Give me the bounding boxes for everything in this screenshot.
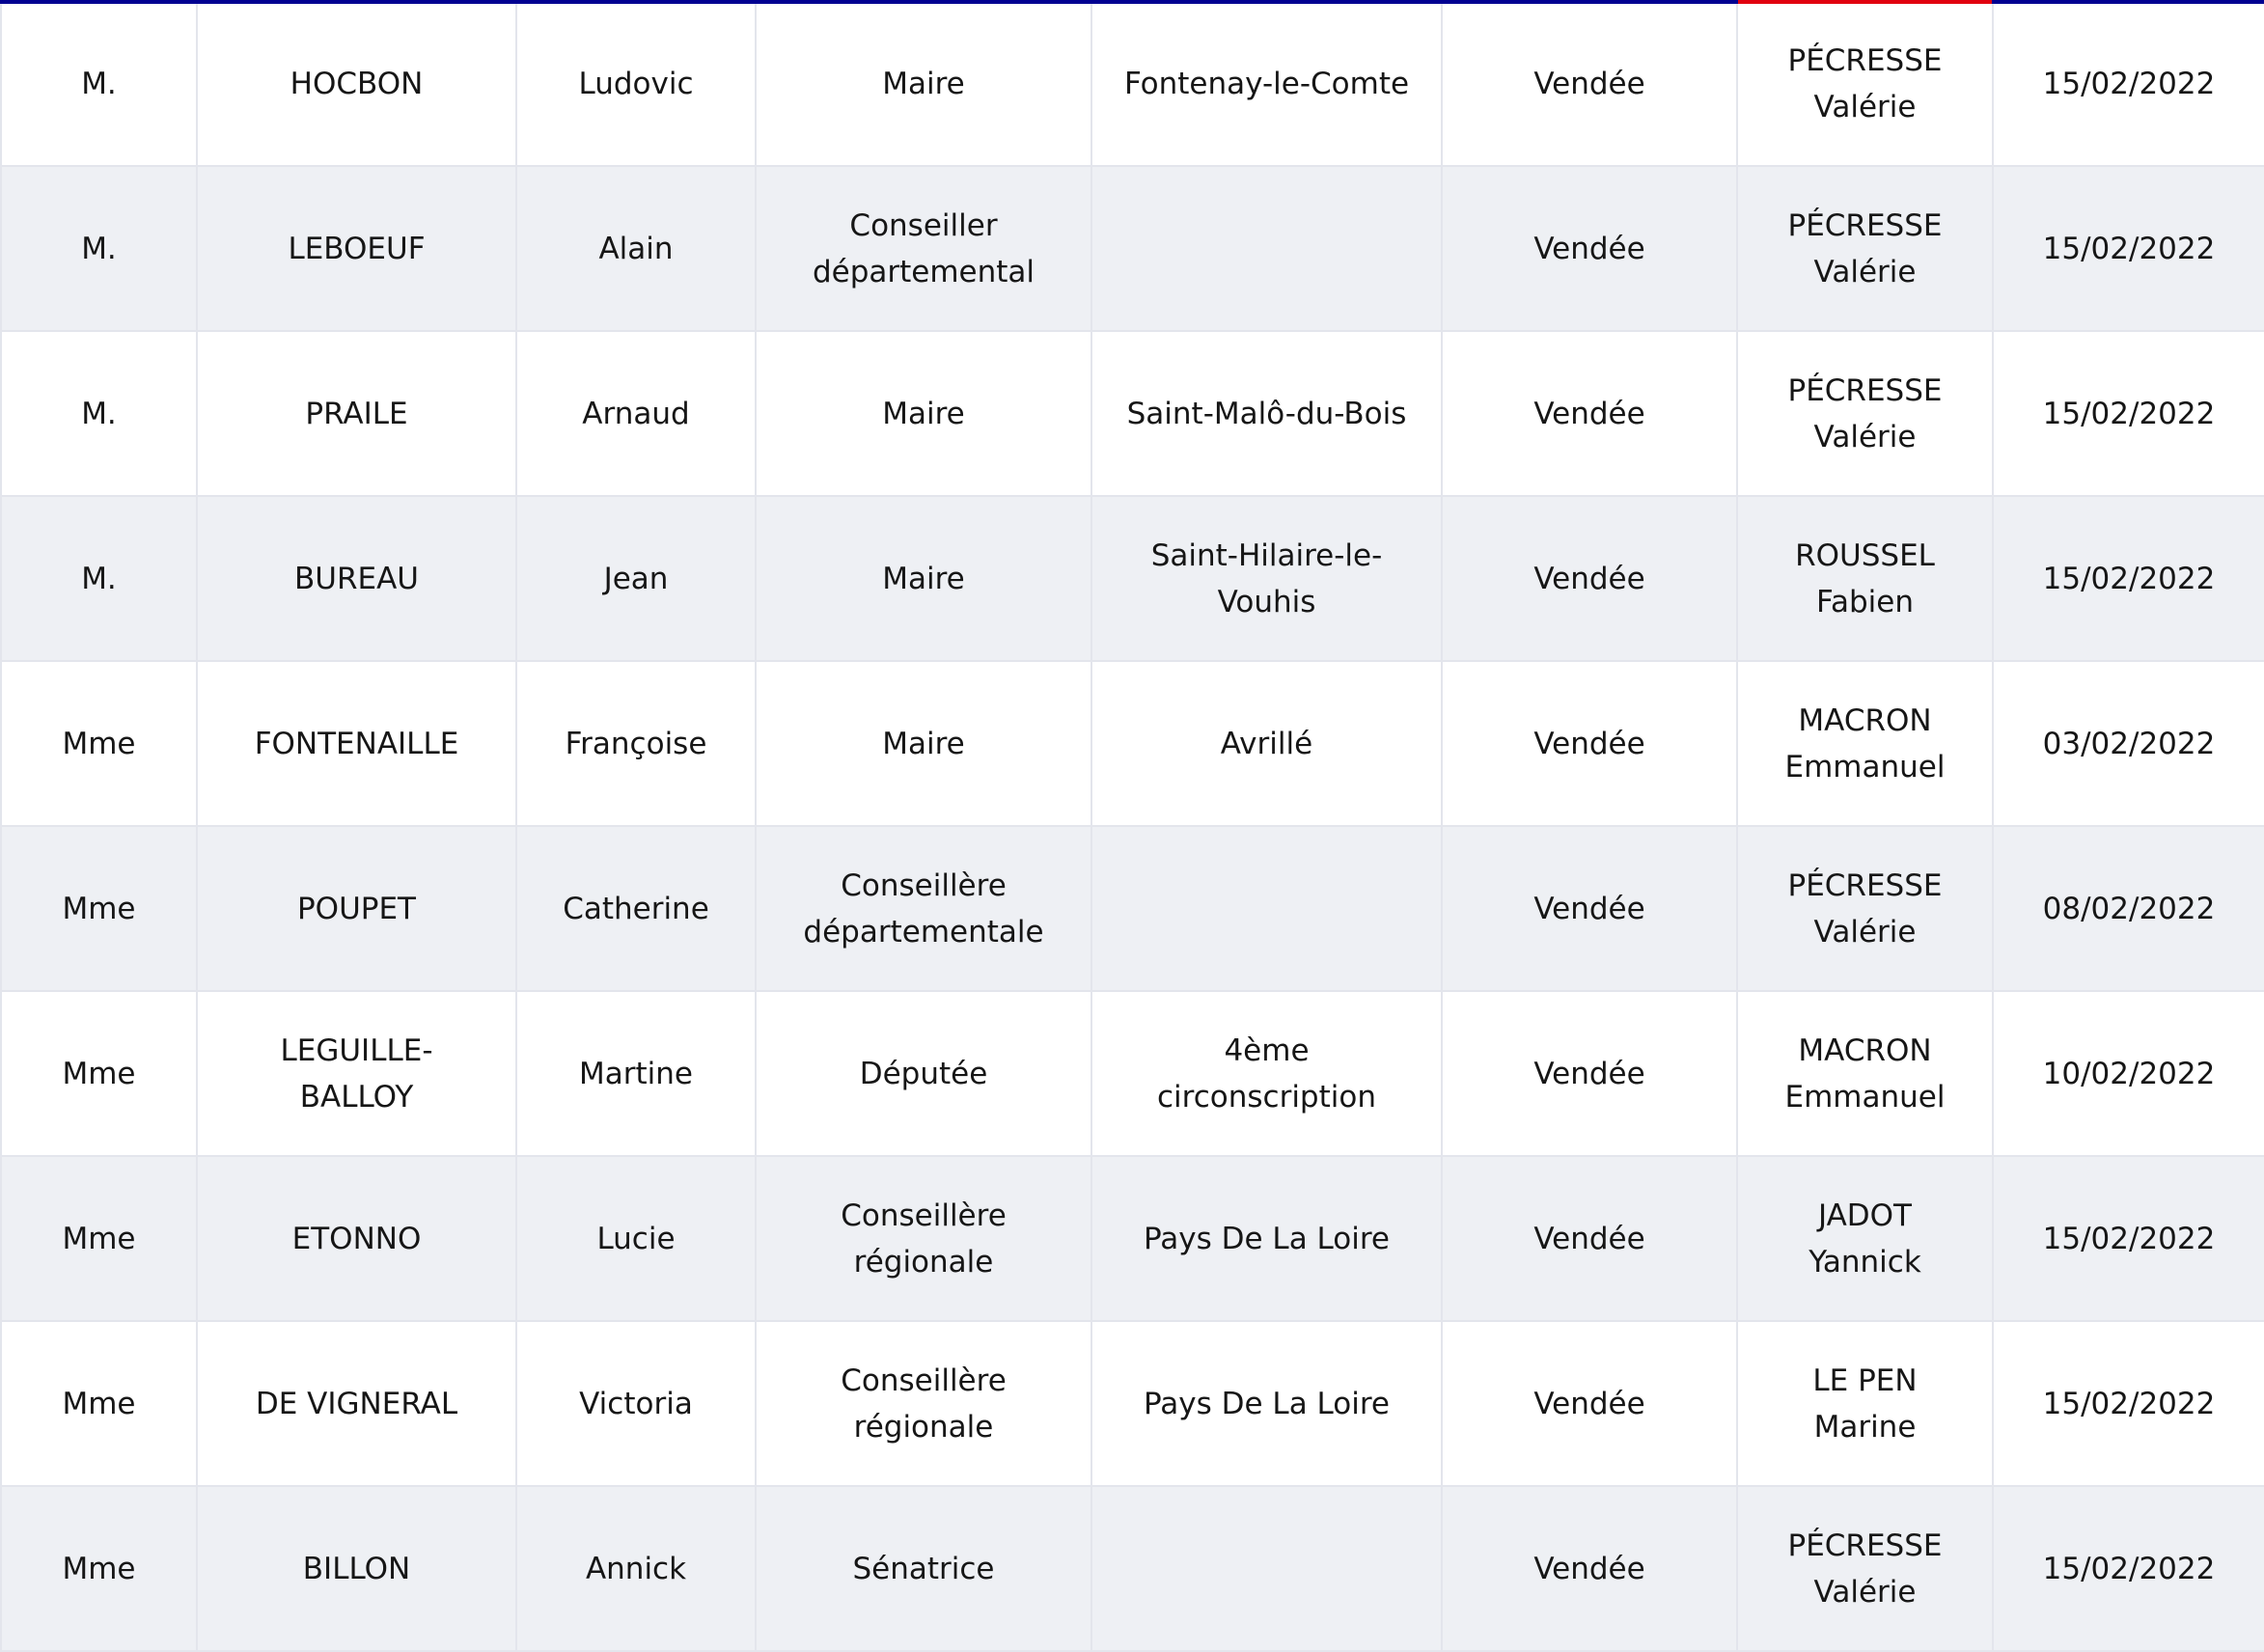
cell-civilite: M. (1, 166, 197, 331)
cell-date: 15/02/2022 (1993, 1486, 2264, 1651)
cell-mandat (756, 331, 1091, 496)
table-row (1, 1, 2264, 166)
cell-mandat-line: Conseillère (841, 867, 1007, 903)
cell-prenom: Annick (516, 1486, 756, 1651)
table-row (1, 331, 2264, 496)
cell-candidat-line: PÉCRESSE (1787, 372, 1943, 408)
cell-candidat-line: JADOT (1817, 1198, 1912, 1233)
cell-mandat-line: Conseillère (841, 1198, 1007, 1233)
cell-circonscription-line: Saint-Hilaire-le- (1150, 537, 1383, 573)
cell-mandat (756, 1, 1091, 166)
cell-civilite: Mme (1, 1321, 197, 1486)
cell-candidat-line: Valérie (1813, 914, 1917, 950)
cell-nom: LEBOEUF (197, 166, 516, 331)
table-row (1, 166, 2264, 331)
cell-civilite: M. (1, 331, 197, 496)
cell-candidat (1737, 826, 1993, 991)
cell-civilite: M. (1, 1, 197, 166)
cell-circonscription-line: Pays De La Loire (1143, 1386, 1390, 1421)
cell-mandat (756, 496, 1091, 661)
cell-departement: Vendée (1442, 1, 1737, 166)
cell-mandat-line: Maire (882, 561, 965, 596)
cell-prenom: Victoria (516, 1321, 756, 1486)
header-rule-blue-end (1992, 0, 2264, 4)
cell-departement: Vendée (1442, 496, 1737, 661)
cell-prenom: Françoise (516, 661, 756, 826)
cell-circonscription (1091, 331, 1442, 496)
cell-candidat (1737, 1486, 1993, 1651)
cell-circonscription-line: Avrillé (1220, 726, 1313, 761)
cell-nom: DE VIGNERAL (197, 1321, 516, 1486)
cell-circonscription (1091, 1, 1442, 166)
cell-candidat-line: PÉCRESSE (1787, 867, 1943, 903)
cell-circonscription-line: circonscription (1157, 1079, 1376, 1115)
cell-candidat (1737, 991, 1993, 1156)
cell-candidat-line: MACRON (1798, 702, 1932, 738)
cell-civilite: M. (1, 496, 197, 661)
cell-mandat (756, 826, 1091, 991)
cell-nom: PRAILE (197, 331, 516, 496)
cell-mandat-line: Maire (882, 726, 965, 761)
cell-mandat-line: Maire (882, 396, 965, 431)
cell-circonscription (1091, 661, 1442, 826)
cell-candidat-line: PÉCRESSE (1787, 42, 1943, 78)
table-row (1, 1321, 2264, 1486)
cell-date: 15/02/2022 (1993, 1156, 2264, 1321)
table-row (1, 1156, 2264, 1321)
cell-nom: BILLON (197, 1486, 516, 1651)
cell-departement: Vendée (1442, 991, 1737, 1156)
cell-mandat-line: régionale (853, 1409, 994, 1445)
cell-candidat (1737, 331, 1993, 496)
cell-departement: Vendée (1442, 331, 1737, 496)
cell-date: 03/02/2022 (1993, 661, 2264, 826)
cell-candidat (1737, 496, 1993, 661)
cell-departement: Vendée (1442, 661, 1737, 826)
table-body (1, 1, 2264, 1651)
cell-date: 08/02/2022 (1993, 826, 2264, 991)
cell-candidat-line: Valérie (1813, 89, 1917, 124)
cell-prenom: Catherine (516, 826, 756, 991)
cell-mandat-line: départementale (803, 914, 1044, 950)
cell-mandat (756, 1156, 1091, 1321)
cell-circonscription-line: Pays De La Loire (1143, 1221, 1390, 1256)
cell-date: 15/02/2022 (1993, 166, 2264, 331)
cell-departement: Vendée (1442, 166, 1737, 331)
cell-departement: Vendée (1442, 1486, 1737, 1651)
cell-mandat-line: Conseillère (841, 1363, 1007, 1398)
cell-candidat-line: Yannick (1808, 1244, 1921, 1280)
cell-civilite: Mme (1, 1156, 197, 1321)
cell-prenom: Arnaud (516, 331, 756, 496)
cell-date: 15/02/2022 (1993, 496, 2264, 661)
cell-date: 10/02/2022 (1993, 991, 2264, 1156)
cell-candidat (1737, 661, 1993, 826)
cell-mandat-line: Députée (859, 1056, 988, 1091)
cell-candidat-line: Valérie (1813, 254, 1917, 289)
cell-candidat-line: Emmanuel (1784, 749, 1946, 785)
cell-candidat (1737, 1321, 1993, 1486)
cell-date: 15/02/2022 (1993, 1, 2264, 166)
cell-nom (197, 991, 516, 1156)
cell-mandat (756, 661, 1091, 826)
cell-civilite: Mme (1, 661, 197, 826)
cell-prenom: Jean (516, 496, 756, 661)
cell-departement: Vendée (1442, 1156, 1737, 1321)
cell-circonscription-line: Fontenay-le-Comte (1123, 66, 1410, 101)
cell-candidat-line: Marine (1813, 1409, 1917, 1445)
cell-departement: Vendée (1442, 826, 1737, 991)
cell-candidat-line: Valérie (1813, 1574, 1917, 1610)
cell-mandat (756, 1321, 1091, 1486)
cell-date: 15/02/2022 (1993, 1321, 2264, 1486)
header-rule-blue (0, 0, 1738, 4)
header-rule-red (1738, 0, 1992, 4)
cell-departement: Vendée (1442, 1321, 1737, 1486)
cell-date: 15/02/2022 (1993, 331, 2264, 496)
cell-prenom: Lucie (516, 1156, 756, 1321)
cell-candidat (1737, 166, 1993, 331)
cell-nom: POUPET (197, 826, 516, 991)
cell-circonscription-line: Vouhis (1217, 584, 1316, 620)
cell-candidat-line: Valérie (1813, 419, 1917, 454)
cell-circonscription (1091, 166, 1442, 331)
cell-candidat-line: PÉCRESSE (1787, 207, 1943, 243)
table-row (1, 661, 2264, 826)
cell-nom: ETONNO (197, 1156, 516, 1321)
cell-circonscription (1091, 1321, 1442, 1486)
cell-candidat-line: Fabien (1816, 584, 1914, 620)
cell-nom-line: LEGUILLE- (280, 1032, 433, 1068)
cell-mandat (756, 1486, 1091, 1651)
cell-nom: BUREAU (197, 496, 516, 661)
cell-civilite: Mme (1, 1486, 197, 1651)
cell-candidat-line: Emmanuel (1784, 1079, 1946, 1115)
table-row (1, 826, 2264, 991)
cell-circonscription (1091, 1486, 1442, 1651)
cell-prenom: Alain (516, 166, 756, 331)
cell-mandat (756, 166, 1091, 331)
cell-candidat (1737, 1156, 1993, 1321)
cell-candidat-line: ROUSSEL (1795, 537, 1935, 573)
cell-candidat-line: MACRON (1798, 1032, 1932, 1068)
cell-civilite: Mme (1, 991, 197, 1156)
cell-civilite: Mme (1, 826, 197, 991)
cell-prenom: Martine (516, 991, 756, 1156)
table-row (1, 991, 2264, 1156)
table-row (1, 496, 2264, 661)
cell-mandat-line: Sénatrice (852, 1551, 995, 1586)
cell-candidat (1737, 1, 1993, 166)
table-row (1, 1486, 2264, 1651)
cell-mandat (756, 991, 1091, 1156)
cell-circonscription-line: Saint-Malô-du-Bois (1126, 396, 1407, 431)
cell-mandat-line: Conseiller (849, 207, 998, 243)
cell-prenom: Ludovic (516, 1, 756, 166)
cell-mandat-line: Maire (882, 66, 965, 101)
cell-circonscription (1091, 991, 1442, 1156)
cell-circonscription (1091, 1156, 1442, 1321)
cell-nom-line: BALLOY (299, 1079, 414, 1115)
cell-candidat-line: LE PEN (1812, 1363, 1918, 1398)
cell-circonscription (1091, 496, 1442, 661)
cell-circonscription-line: 4ème (1224, 1032, 1310, 1068)
cell-nom: HOCBON (197, 1, 516, 166)
cell-circonscription (1091, 826, 1442, 991)
cell-candidat-line: PÉCRESSE (1787, 1528, 1943, 1563)
cell-mandat-line: régionale (853, 1244, 994, 1280)
cell-nom: FONTENAILLE (197, 661, 516, 826)
cell-mandat-line: départemental (812, 254, 1035, 289)
